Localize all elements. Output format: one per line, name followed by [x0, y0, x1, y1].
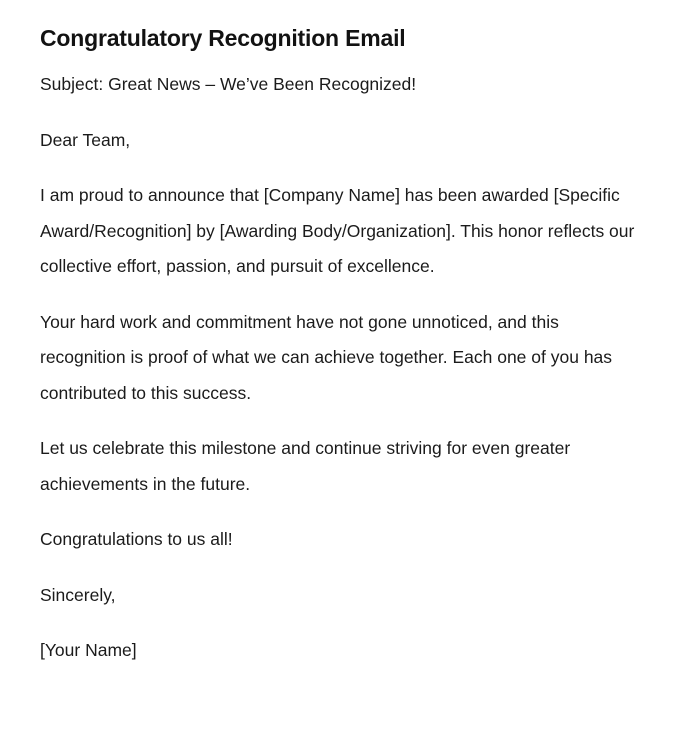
sign-off: Sincerely,	[40, 584, 116, 605]
body-paragraph-announcement: I am proud to announce that [Company Name] has been awarded [Specific Award/Recognition] by [Awarding Body/Organization]. This honor reflects our collective effort, passion, and pursuit of excellence.	[40, 185, 635, 276]
signature: [Your Name]	[40, 640, 137, 660]
body-paragraph-appreciation: Your hard work and commitment have not gone unnoticed, and this recognition is proof of what we can achieve together. Each one of you has contributed to this success.	[40, 311, 613, 403]
body-paragraph-celebration: Let us celebrate this milestone and continue striving for even greater achievements in the future.	[40, 438, 571, 494]
subject-line: Subject: Great News – We’ve Been Recognized!	[40, 74, 417, 94]
greeting: Dear Team,	[40, 129, 131, 150]
closing-exclamation: Congratulations to us all!	[40, 529, 233, 549]
page-title: Congratulatory Recognition Email	[40, 25, 406, 51]
